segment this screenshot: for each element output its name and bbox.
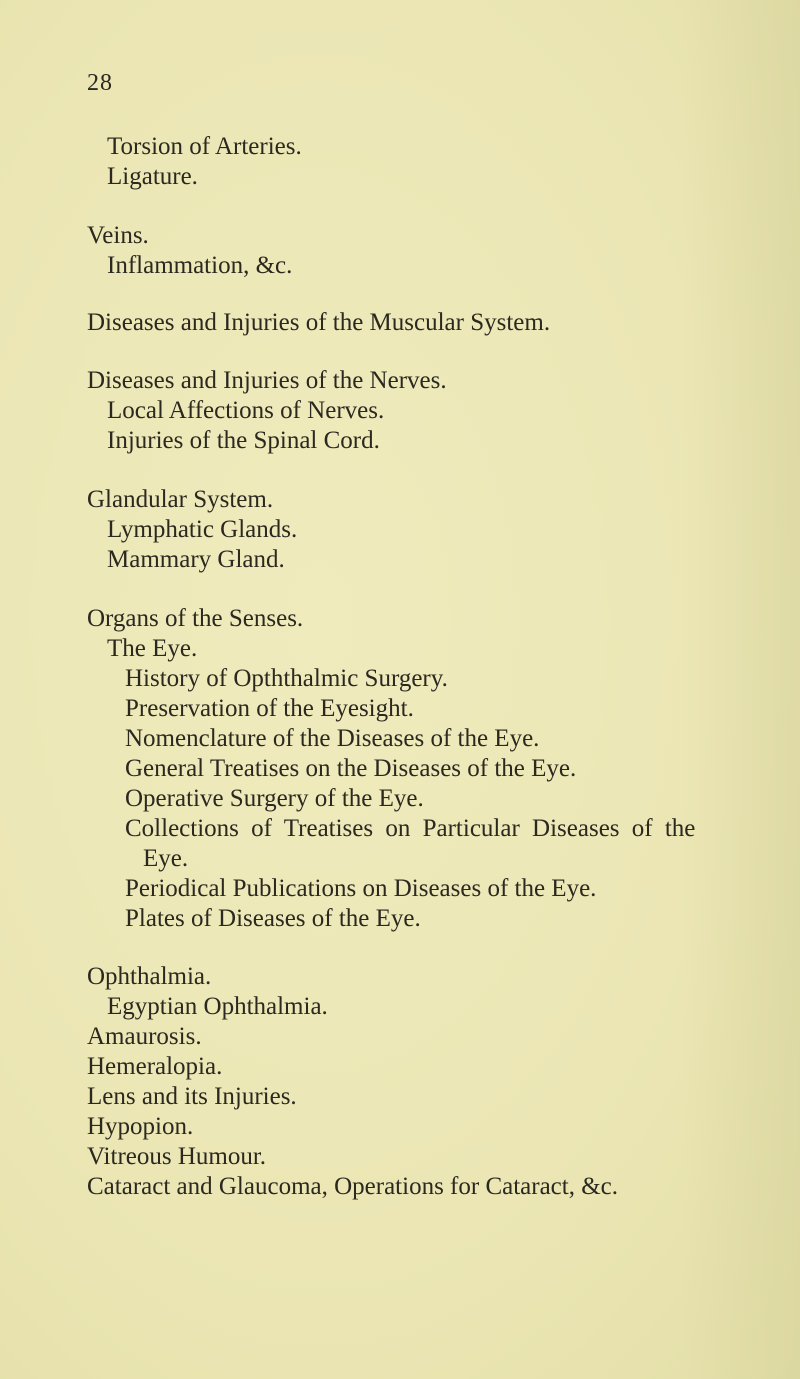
index-entry: Operative Surgery of the Eye. (125, 785, 424, 812)
index-entry: History of Opththalmic Surgery. (125, 665, 448, 692)
index-entry: Collections of Treatises on Particular Diseases of the (125, 815, 696, 842)
index-entry: General Treatises on the Diseases of the Eye. (125, 755, 577, 782)
index-entry: Mammary Gland. (107, 546, 285, 573)
index-entry: Vitreous Humour. (87, 1143, 267, 1170)
index-entry: Cataract and Glaucoma, Operations for Cataract, &c. (87, 1173, 619, 1200)
index-entry: Periodical Publications on Diseases of the Eye. (125, 875, 597, 902)
index-entry: Lens and its Injuries. (87, 1083, 297, 1110)
index-entry: Local Affections of Nerves. (107, 397, 385, 424)
index-entry: Veins. (87, 222, 149, 249)
index-entry: Organs of the Senses. (87, 605, 304, 632)
index-entry: Inflammation, &c. (107, 252, 293, 279)
index-entry: Diseases and Injuries of the Muscular System. (87, 309, 551, 336)
index-entry: Nomenclature of the Diseases of the Eye. (125, 725, 540, 752)
index-entry: Injuries of the Spinal Cord. (107, 427, 380, 454)
index-entry: Ophthalmia. (87, 963, 212, 990)
index-entry: Preservation of the Eyesight. (125, 695, 414, 722)
index-entry: Lymphatic Glands. (107, 516, 298, 543)
page-number: 28 (87, 70, 113, 96)
index-entry: Amaurosis. (87, 1023, 202, 1050)
index-entry: Hemeralopia. (87, 1053, 223, 1080)
index-entry: Glandular System. (87, 486, 274, 513)
index-entry: Eye. (143, 845, 189, 872)
index-entry: Diseases and Injuries of the Nerves. (87, 367, 447, 394)
index-entry: Plates of Diseases of the Eye. (125, 905, 421, 932)
index-entry: Ligature. (107, 163, 198, 190)
index-entry: Torsion of Arteries. (107, 133, 302, 160)
index-entry: The Eye. (107, 635, 198, 662)
index-entry: Hypopion. (87, 1113, 194, 1140)
index-entry: Egyptian Ophthalmia. (107, 993, 328, 1020)
